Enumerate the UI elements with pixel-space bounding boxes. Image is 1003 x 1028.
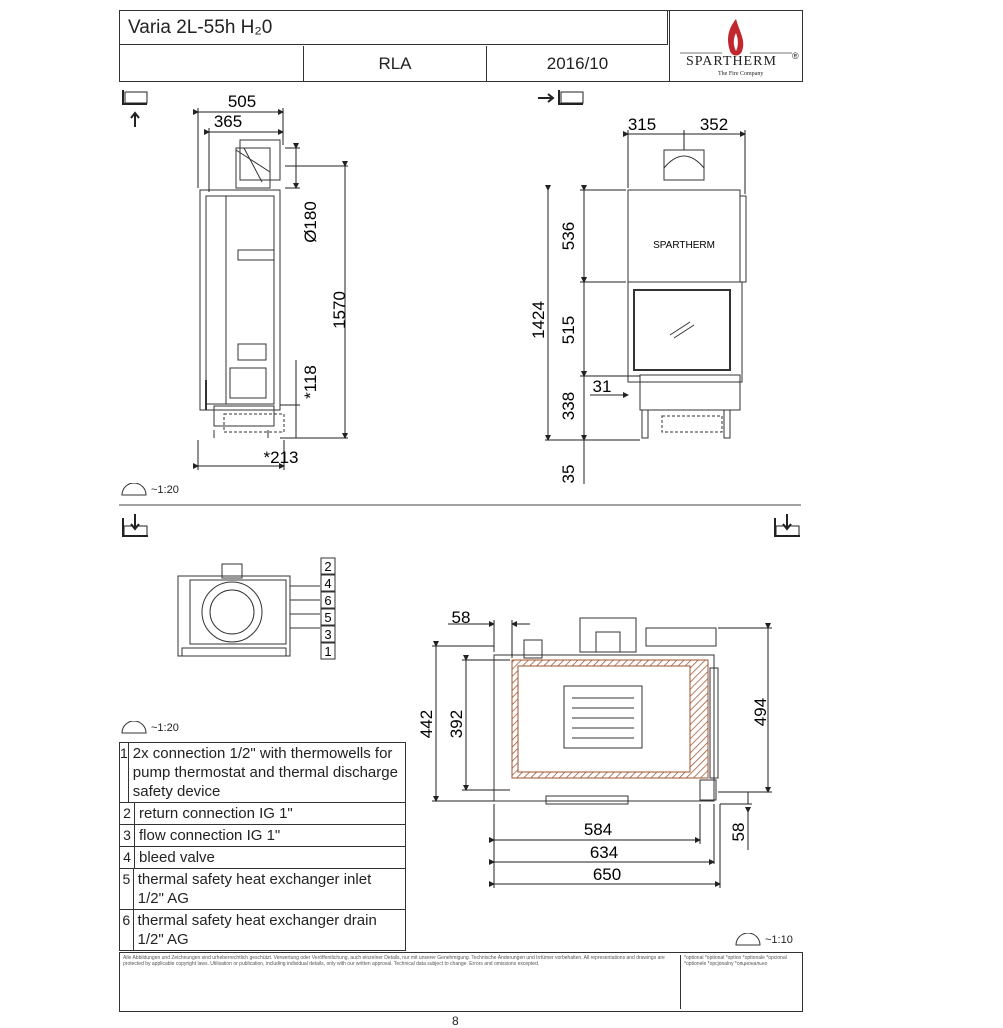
front-view [628, 150, 746, 438]
legend-row [120, 910, 405, 950]
scale-ruler-icon [120, 721, 148, 735]
dim-536: 536 [559, 221, 578, 251]
legend-number: 3 [120, 825, 135, 846]
side-view [200, 140, 284, 438]
legend-row [120, 847, 405, 869]
dim-392: 392 [447, 709, 466, 739]
view-top-icon-left [123, 514, 148, 536]
brand-name: SPARTHERM [686, 54, 777, 69]
legend-text: 2x connection 1/2" with thermowells for pump thermostat and thermal discharge safety device [132, 745, 398, 800]
dim-584: 584 [583, 820, 613, 839]
dim-213: *213 [263, 448, 299, 467]
view-top-icon-right [775, 514, 800, 536]
legend-text: bleed valve [139, 849, 215, 866]
legend-row [120, 803, 405, 825]
code-cell: RLA [304, 46, 487, 81]
legend-number: 6 [120, 910, 134, 950]
callout-label: 5 [324, 610, 332, 625]
scale-top [120, 721, 179, 735]
scale-side [120, 483, 179, 497]
dim-31: 31 [592, 377, 612, 396]
disclaimer-text: Alle Abbildungen und Zeichnungen sind urheberrechtlich geschützt. Verwertung oder Veröffentlichung, auch einzelner Details, nur mit unserer Genehmigung. Technische Änderungen und Irrtümer vorbehalten. All representations and drawings are protected by applicable copyright laws. Utilisation or publication, including individual details, only with our written approval. Technical data subject to change. Errors and omissions excepted. [123, 955, 665, 967]
dim-1424: 1424 [529, 301, 548, 339]
dim-1570: 1570 [330, 291, 349, 329]
dim-634: 634 [589, 843, 619, 862]
dim-35: 35 [559, 464, 578, 484]
legend-text: flow connection IG 1" [139, 827, 281, 844]
date-cell: 2016/10 [546, 53, 609, 73]
side-view-dims [198, 108, 348, 470]
dim-352: 352 [699, 115, 729, 134]
callout-label: 2 [324, 559, 332, 574]
front-view-dims [545, 130, 745, 484]
legend-text: thermal safety heat exchanger drain 1/2" AG [137, 912, 377, 948]
dim-58-top: 58 [451, 608, 471, 627]
front-brand-label: SPARTHERM [653, 240, 715, 251]
top-view [178, 564, 320, 656]
callout-label: 1 [324, 644, 332, 659]
legend-row [120, 743, 405, 803]
optional-notes: *optional *optional *option *optionale *opcional *optionele *opcjonalny *опционально [680, 955, 802, 1009]
legend-text: return connection IG 1" [139, 805, 293, 822]
model-title: Varia 2L-55h H₂0 [120, 11, 668, 45]
dim-650: 650 [592, 865, 622, 884]
view-front-icon [538, 90, 583, 104]
dim-505: 505 [227, 92, 257, 111]
dim-315: 315 [627, 115, 657, 134]
legend-number: 4 [120, 847, 135, 868]
legend-number: 2 [120, 803, 135, 824]
view-side-icon [123, 90, 147, 127]
scale-ruler-icon [734, 933, 762, 947]
brand-tagline: The Fire Company [718, 71, 764, 77]
dim-494: 494 [751, 697, 770, 727]
scale-label: ~1:10 [765, 934, 793, 946]
page-number: 8 [452, 1014, 459, 1028]
legend-number: 5 [120, 869, 134, 909]
connection-legend [119, 742, 406, 951]
dim-338: 338 [559, 391, 578, 421]
legend-row [120, 869, 405, 910]
scale-label: ~1:20 [151, 484, 179, 496]
dim-442: 442 [417, 709, 436, 739]
footer-disclaimer [119, 952, 803, 1012]
legend-number: 1 [120, 743, 129, 802]
callout-label: 6 [324, 593, 332, 608]
callout-label: 4 [324, 576, 332, 591]
legend-row [120, 825, 405, 847]
dim-58-side: 58 [729, 822, 748, 842]
scale-ruler-icon [120, 483, 148, 497]
dim-118: *118 [301, 365, 320, 399]
dim-515: 515 [559, 315, 578, 345]
scale-plan [734, 933, 793, 947]
dim-365: 365 [213, 112, 243, 131]
scale-label: ~1:20 [151, 722, 179, 734]
brand-registered: ® [792, 51, 799, 61]
callout-label: 3 [324, 627, 332, 642]
legend-text: thermal safety heat exchanger inlet 1/2" AG [137, 871, 372, 907]
plan-view [494, 618, 718, 804]
dim-diameter-180: Ø180 [301, 201, 320, 243]
